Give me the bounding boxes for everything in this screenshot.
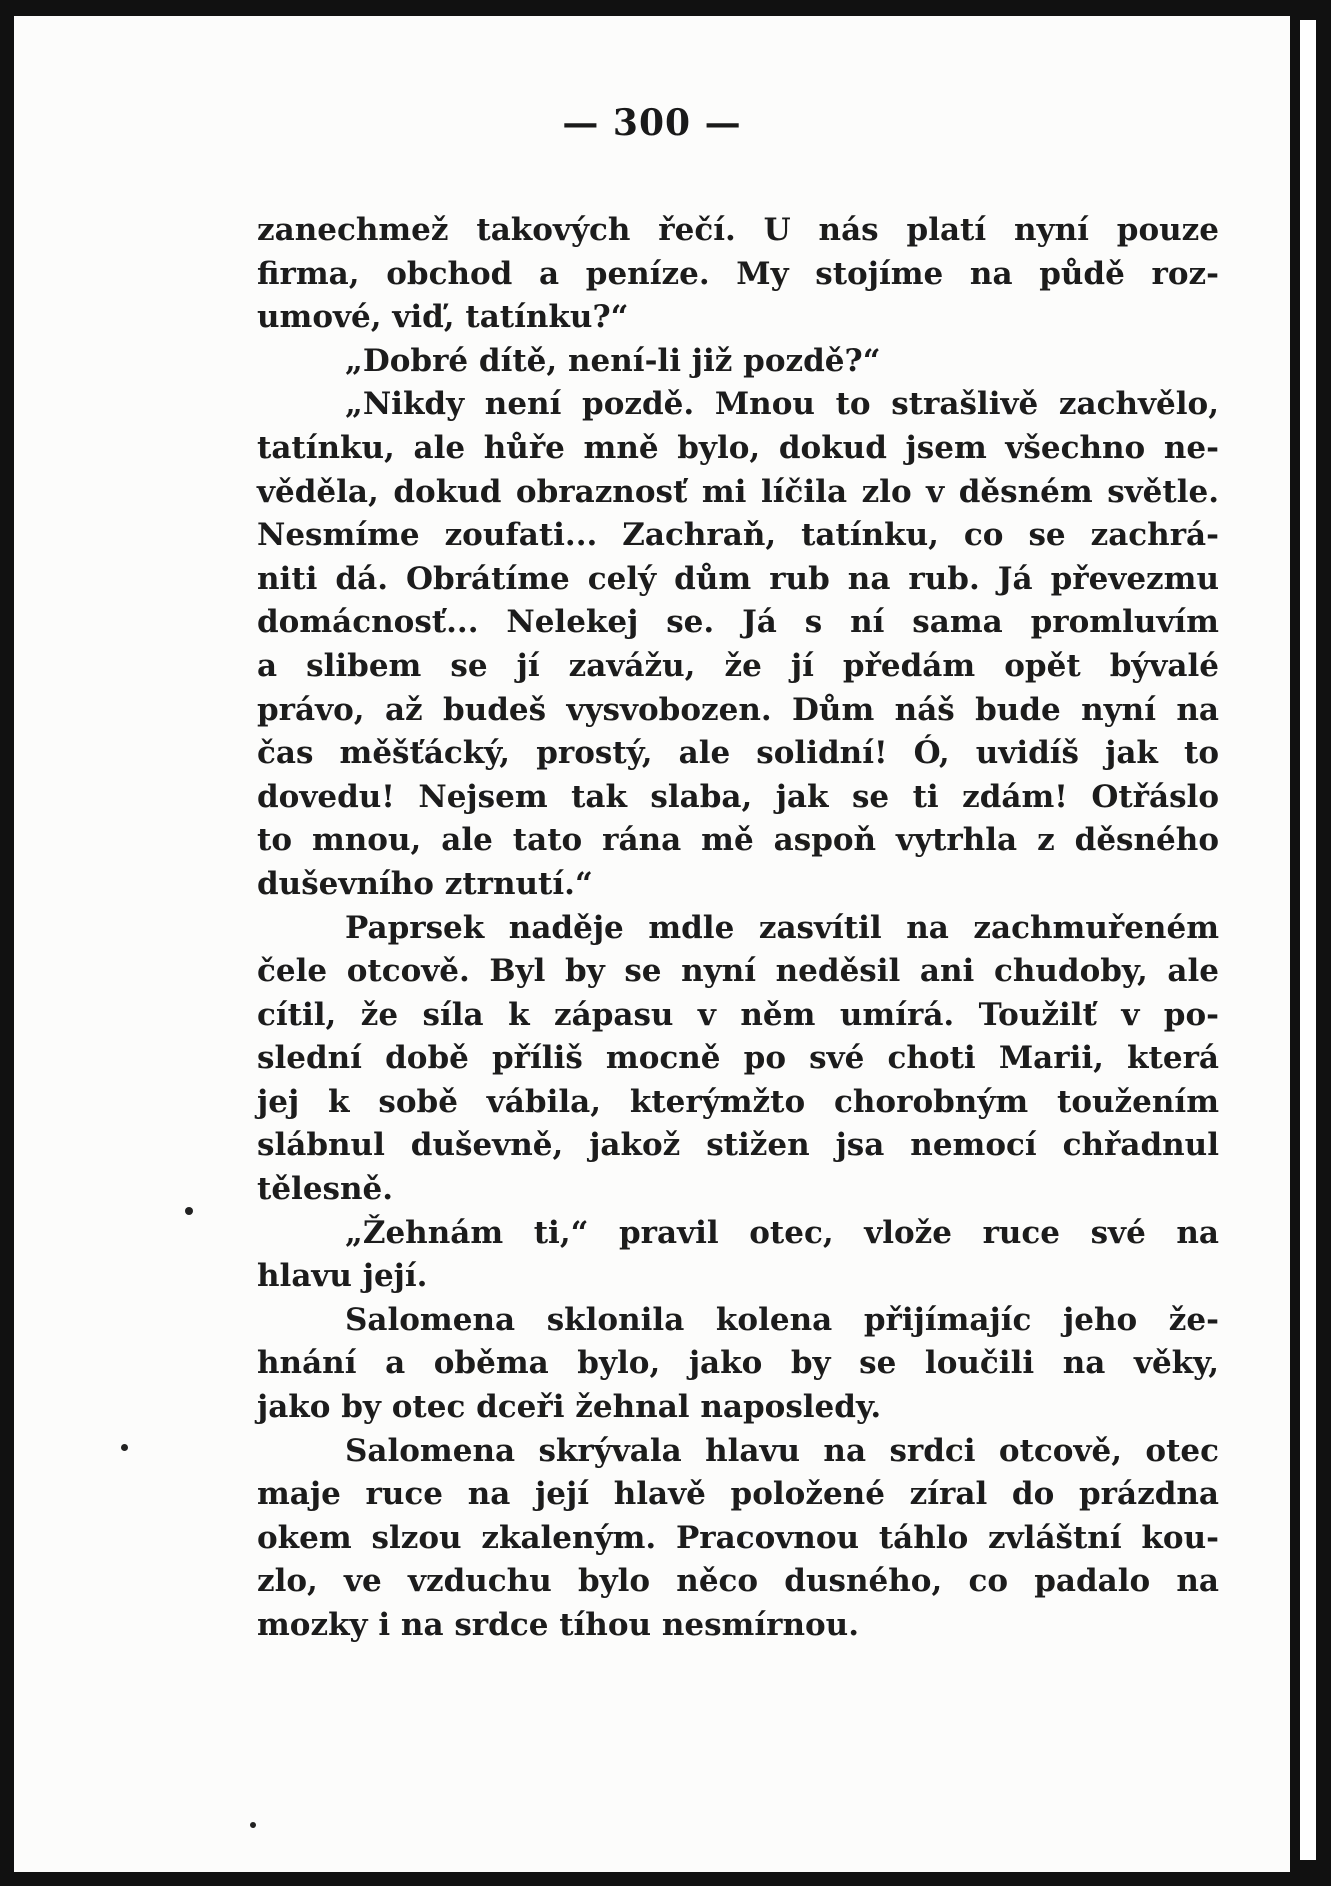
text-line: firma, obchod a peníze. My stojíme na půdě roz- <box>257 255 1219 292</box>
text-line: jej k sobě vábila, kterýmžto chorobným toužením <box>257 1083 1219 1120</box>
text-line: domácnosť... Nelekej se. Já s ní sama promluvím <box>257 604 1219 641</box>
text-line: zanechmež takových řečí. U nás platí nyní pouze <box>257 212 1219 248</box>
text-line: „Žehnám ti,“ pravil otec, vlože ruce své na <box>345 1214 1219 1251</box>
text-line: čas měšťácký, prostý, ale solidní! Ó, uvidíš jak to <box>257 735 1219 772</box>
scan-border-right-gap <box>1300 20 1316 1860</box>
text-line: slední době příliš mocně po své choti Marii, která <box>257 1040 1219 1077</box>
text-line: maje ruce na její hlavě položené zíral do prázdna <box>257 1476 1219 1513</box>
scan-border-left <box>0 0 14 1886</box>
text-line: mozky i na srdce tíhou nesmírnou. <box>257 1607 860 1643</box>
book-page <box>14 16 1290 1872</box>
scan-border-bottom <box>0 1872 1331 1886</box>
speck-mark <box>185 1207 193 1215</box>
text-line: jako by otec dceři žehnal naposledy. <box>257 1389 882 1426</box>
text-line: umové, viď, tatínku?“ <box>257 299 629 336</box>
text-line: Paprsek naděje mdle zasvítil na zachmuřeném <box>345 909 1219 946</box>
text-line: a slibem se jí zavážu, že jí předám opět bývalé <box>257 647 1219 684</box>
text-line: Nesmíme zoufati... Zachraň, tatínku, co se zachrá- <box>257 517 1219 554</box>
text-line: zlo, ve vzduchu bylo něco dusného, co padalo na <box>257 1563 1219 1600</box>
text-line: to mnou, ale tato rána mě aspoň vytrhla z děsného <box>257 822 1219 859</box>
page-body-text <box>257 209 1219 1648</box>
text-line: okem slzou zkaleným. Pracovnou táhlo zvláštní kou- <box>257 1519 1219 1556</box>
text-line: Salomena skrývala hlavu na srdci otcově, otec <box>345 1432 1219 1469</box>
text-line: niti dá. Obrátíme celý dům rub na rub. Já převezmu <box>257 560 1219 597</box>
text-line: hlavu její. <box>257 1258 428 1295</box>
text-line: tatínku, ale hůře mně bylo, dokud jsem všechno ne- <box>257 429 1219 466</box>
speck-mark <box>250 1822 256 1828</box>
text-line: dovedu! Nejsem tak slaba, jak se ti zdám! Otřáslo <box>257 778 1219 815</box>
text-line: čele otcově. Byl by se nyní neděsil ani chudoby, ale <box>257 953 1219 990</box>
text-line: hnání a oběma bylo, jako by se loučili na věky, <box>257 1345 1219 1382</box>
text-line: Salomena sklonila kolena přijímajíc jeho že- <box>345 1301 1219 1338</box>
scan-border-top <box>0 0 1331 16</box>
text-line: duševního ztrnutí.“ <box>257 865 593 902</box>
page-number: — 300 — <box>562 102 742 144</box>
speck-mark <box>121 1444 128 1451</box>
text-line: cítil, že síla k zápasu v něm umírá. Toužilť v po- <box>257 996 1219 1033</box>
text-line: „Dobré dítě, není-li již pozdě?“ <box>345 342 881 379</box>
text-line: tělesně. <box>257 1171 394 1208</box>
text-line: právo, až budeš vysvobozen. Dům náš bude nyní na <box>257 691 1219 728</box>
text-line: slábnul duševně, jakož stižen jsa nemocí chřadnul <box>257 1127 1219 1164</box>
text-line: věděla, dokud obraznosť mi líčila zlo v děsném světle. <box>257 473 1219 510</box>
text-line: „Nikdy není pozdě. Mnou to strašlivě zachvělo, <box>345 386 1219 423</box>
